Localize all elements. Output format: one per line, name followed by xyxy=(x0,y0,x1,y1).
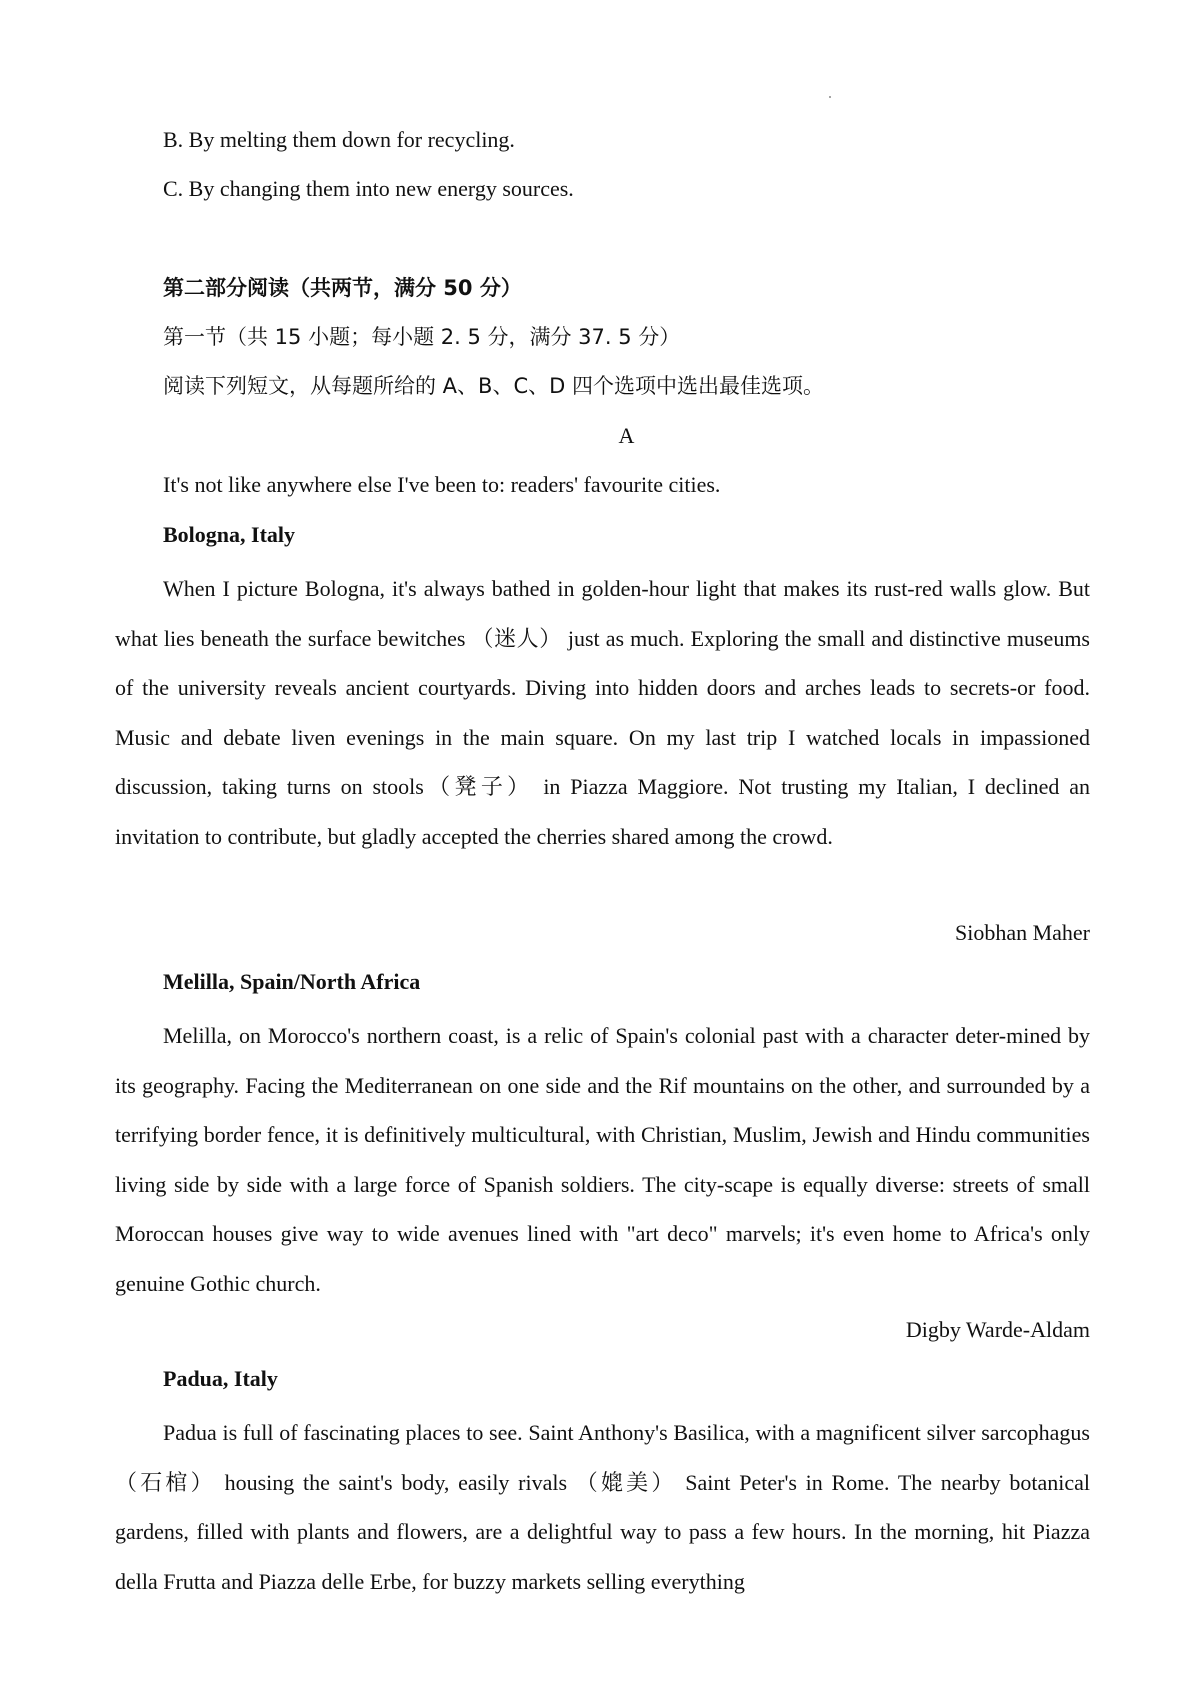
instructions: 阅读下列短文，从每题所给的 A、B、C、D 四个选项中选出最佳选项。 xyxy=(163,374,824,398)
entry-heading: Melilla, Spain/North Africa xyxy=(163,969,421,994)
entry-heading: Bologna, Italy xyxy=(163,522,296,547)
entry-body: Melilla, on Morocco's northern coast, is a relic of Spain's colonial past with a character deter-mined by its geography. Facing the Mediterranean on one side and the Rif mountains on the other, and surrounded by a terrifying border fence, it is definitively multicultural, with Christian, Muslim, Jewish and Hindu communities living side by side with a large force of Spanish soldiers. The city-scape is equally diverse: streets of small Moroccan houses give way to wide avenues lined with "art deco" marvels; it's even home to Africa's only genuine Gothic church. xyxy=(115,1023,1090,1296)
article-intro: It's not like anywhere else I've been to: readers' favourite cities. xyxy=(163,472,721,497)
entry-author: Siobhan Maher xyxy=(954,920,1090,945)
entry-body: When I picture Bologna, it's always bathed in golden-hour light that makes its rust-red walls glow. But what lies beneath the surface bewitches （迷人） just as much. Exploring the small and distinctive museums of the university reveals ancient courtyards. Diving into hidden doors and arches leads to secrets-or food. Music and debate liven evenings in the main square. On my last trip I watched locals in impassioned discussion, taking turns on stools（凳子） in Piazza Maggiore. Not trusting my Italian, I declined an invitation to contribute, but gladly accepted the cherries shared among the crowd. xyxy=(115,576,1090,849)
option-c: C. By changing them into new energy sources. xyxy=(163,176,574,201)
passage-label: A xyxy=(618,423,635,448)
stray-mark xyxy=(829,96,831,98)
option-b: B. By melting them down for recycling. xyxy=(163,127,515,152)
part-title: 第二部分阅读（共两节，满分 50 分） xyxy=(163,276,522,300)
entry-body: Padua is full of fascinating places to see. Saint Anthony's Basilica, with a magnificent silver sarcophagus （石棺） housing the saint's body, easily rivals （媲美） Saint Peter's in Rome. The nearby botanical gardens, filled with plants and flowers, are a delightful way to pass a few hours. In the morning, hit Piazza della Frutta and Piazza delle Erbe, for buzzy markets selling everything xyxy=(115,1420,1090,1594)
entry-author: Digby Warde-Aldam xyxy=(905,1317,1090,1342)
section-subtitle: 第一节（共 15 小题；每小题 2. 5 分，满分 37. 5 分） xyxy=(163,325,681,349)
entry-heading: Padua, Italy xyxy=(163,1366,278,1391)
